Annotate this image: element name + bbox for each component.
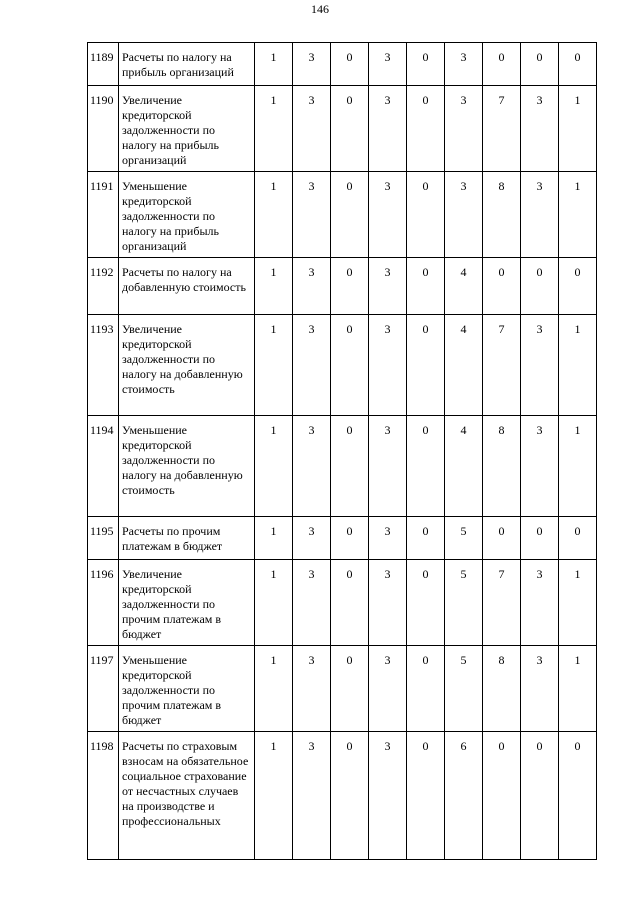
row-value-6: 5 xyxy=(445,560,483,646)
accounts-table xyxy=(87,42,597,860)
table-row xyxy=(88,732,597,860)
row-value-8: 3 xyxy=(521,560,559,646)
row-value-8: 3 xyxy=(521,315,559,416)
row-value-7: 8 xyxy=(483,646,521,732)
row-value-5: 0 xyxy=(407,732,445,860)
row-code: 1194 xyxy=(88,416,119,517)
row-value-1: 1 xyxy=(255,172,293,258)
row-value-9: 0 xyxy=(559,517,597,560)
table-row xyxy=(88,172,597,258)
row-value-3: 0 xyxy=(331,172,369,258)
row-value-4: 3 xyxy=(369,172,407,258)
row-value-3: 0 xyxy=(331,732,369,860)
row-value-8: 0 xyxy=(521,258,559,315)
row-value-4: 3 xyxy=(369,258,407,315)
row-value-5: 0 xyxy=(407,315,445,416)
row-value-3: 0 xyxy=(331,517,369,560)
row-value-1: 1 xyxy=(255,315,293,416)
row-code: 1192 xyxy=(88,258,119,315)
row-value-9: 0 xyxy=(559,43,597,86)
row-value-1: 1 xyxy=(255,416,293,517)
row-value-2: 3 xyxy=(293,172,331,258)
row-value-5: 0 xyxy=(407,646,445,732)
row-value-4: 3 xyxy=(369,43,407,86)
row-name: Уменьшение кредиторской задолженности по налогу на добавленную стоимость xyxy=(119,416,255,517)
row-value-9: 0 xyxy=(559,732,597,860)
table-body xyxy=(88,43,597,860)
row-code: 1198 xyxy=(88,732,119,860)
row-value-9: 1 xyxy=(559,560,597,646)
row-code: 1196 xyxy=(88,560,119,646)
row-value-2: 3 xyxy=(293,86,331,172)
row-value-7: 0 xyxy=(483,43,521,86)
table-row xyxy=(88,646,597,732)
row-value-8: 3 xyxy=(521,172,559,258)
table-row xyxy=(88,86,597,172)
row-name: Уменьшение кредиторской задолженности по налогу на прибыль организаций xyxy=(119,172,255,258)
row-value-6: 5 xyxy=(445,517,483,560)
row-value-8: 3 xyxy=(521,646,559,732)
row-value-9: 1 xyxy=(559,172,597,258)
row-value-2: 3 xyxy=(293,315,331,416)
row-value-1: 1 xyxy=(255,732,293,860)
row-name: Увеличение кредиторской задолженности по прочим платежам в бюджет xyxy=(119,560,255,646)
row-value-7: 0 xyxy=(483,258,521,315)
row-value-1: 1 xyxy=(255,258,293,315)
row-value-6: 4 xyxy=(445,315,483,416)
row-value-3: 0 xyxy=(331,43,369,86)
row-value-6: 4 xyxy=(445,416,483,517)
row-value-2: 3 xyxy=(293,560,331,646)
table-row xyxy=(88,517,597,560)
row-value-9: 1 xyxy=(559,315,597,416)
row-value-1: 1 xyxy=(255,646,293,732)
row-name: Расчеты по прочим платежам в бюджет xyxy=(119,517,255,560)
row-value-4: 3 xyxy=(369,560,407,646)
row-value-2: 3 xyxy=(293,646,331,732)
row-value-6: 3 xyxy=(445,86,483,172)
row-value-8: 0 xyxy=(521,517,559,560)
row-value-1: 1 xyxy=(255,517,293,560)
row-value-7: 8 xyxy=(483,416,521,517)
row-value-1: 1 xyxy=(255,560,293,646)
row-name: Расчеты по налогу на прибыль организаций xyxy=(119,43,255,86)
row-code: 1195 xyxy=(88,517,119,560)
row-value-4: 3 xyxy=(369,86,407,172)
row-value-3: 0 xyxy=(331,86,369,172)
row-value-3: 0 xyxy=(331,560,369,646)
row-value-7: 7 xyxy=(483,560,521,646)
row-code: 1191 xyxy=(88,172,119,258)
table-row xyxy=(88,416,597,517)
row-value-2: 3 xyxy=(293,517,331,560)
row-value-6: 3 xyxy=(445,43,483,86)
row-value-8: 0 xyxy=(521,732,559,860)
row-value-3: 0 xyxy=(331,258,369,315)
table-row xyxy=(88,560,597,646)
row-value-3: 0 xyxy=(331,416,369,517)
row-name: Увеличение кредиторской задолженности по налогу на прибыль организаций xyxy=(119,86,255,172)
row-value-7: 0 xyxy=(483,732,521,860)
row-value-5: 0 xyxy=(407,560,445,646)
page-number: 146 xyxy=(311,2,329,16)
row-value-6: 3 xyxy=(445,172,483,258)
row-value-5: 0 xyxy=(407,416,445,517)
row-value-9: 1 xyxy=(559,416,597,517)
table-row xyxy=(88,315,597,416)
row-value-1: 1 xyxy=(255,86,293,172)
row-value-7: 7 xyxy=(483,315,521,416)
row-value-8: 3 xyxy=(521,416,559,517)
row-value-5: 0 xyxy=(407,258,445,315)
row-value-4: 3 xyxy=(369,732,407,860)
row-value-5: 0 xyxy=(407,517,445,560)
table-row xyxy=(88,258,597,315)
row-value-5: 0 xyxy=(407,172,445,258)
row-code: 1190 xyxy=(88,86,119,172)
row-value-2: 3 xyxy=(293,732,331,860)
row-code: 1189 xyxy=(88,43,119,86)
row-value-8: 0 xyxy=(521,43,559,86)
row-value-9: 0 xyxy=(559,258,597,315)
row-value-7: 0 xyxy=(483,517,521,560)
row-value-4: 3 xyxy=(369,646,407,732)
row-value-2: 3 xyxy=(293,416,331,517)
row-code: 1197 xyxy=(88,646,119,732)
row-name: Расчеты по страховым взносам на обязательное социальное страхование от несчастных случаев на производстве и профессиональных xyxy=(119,732,255,860)
row-name: Увеличение кредиторской задолженности по налогу на добавленную стоимость xyxy=(119,315,255,416)
row-value-2: 3 xyxy=(293,43,331,86)
row-code: 1193 xyxy=(88,315,119,416)
row-value-6: 6 xyxy=(445,732,483,860)
row-name: Уменьшение кредиторской задолженности по прочим платежам в бюджет xyxy=(119,646,255,732)
row-value-8: 3 xyxy=(521,86,559,172)
row-value-7: 7 xyxy=(483,86,521,172)
row-value-9: 1 xyxy=(559,86,597,172)
row-value-6: 4 xyxy=(445,258,483,315)
row-name: Расчеты по налогу на добавленную стоимость xyxy=(119,258,255,315)
row-value-4: 3 xyxy=(369,517,407,560)
row-value-1: 1 xyxy=(255,43,293,86)
row-value-3: 0 xyxy=(331,646,369,732)
row-value-3: 0 xyxy=(331,315,369,416)
row-value-6: 5 xyxy=(445,646,483,732)
table-row xyxy=(88,43,597,86)
row-value-7: 8 xyxy=(483,172,521,258)
row-value-4: 3 xyxy=(369,416,407,517)
row-value-2: 3 xyxy=(293,258,331,315)
row-value-5: 0 xyxy=(407,43,445,86)
row-value-9: 1 xyxy=(559,646,597,732)
row-value-5: 0 xyxy=(407,86,445,172)
row-value-4: 3 xyxy=(369,315,407,416)
